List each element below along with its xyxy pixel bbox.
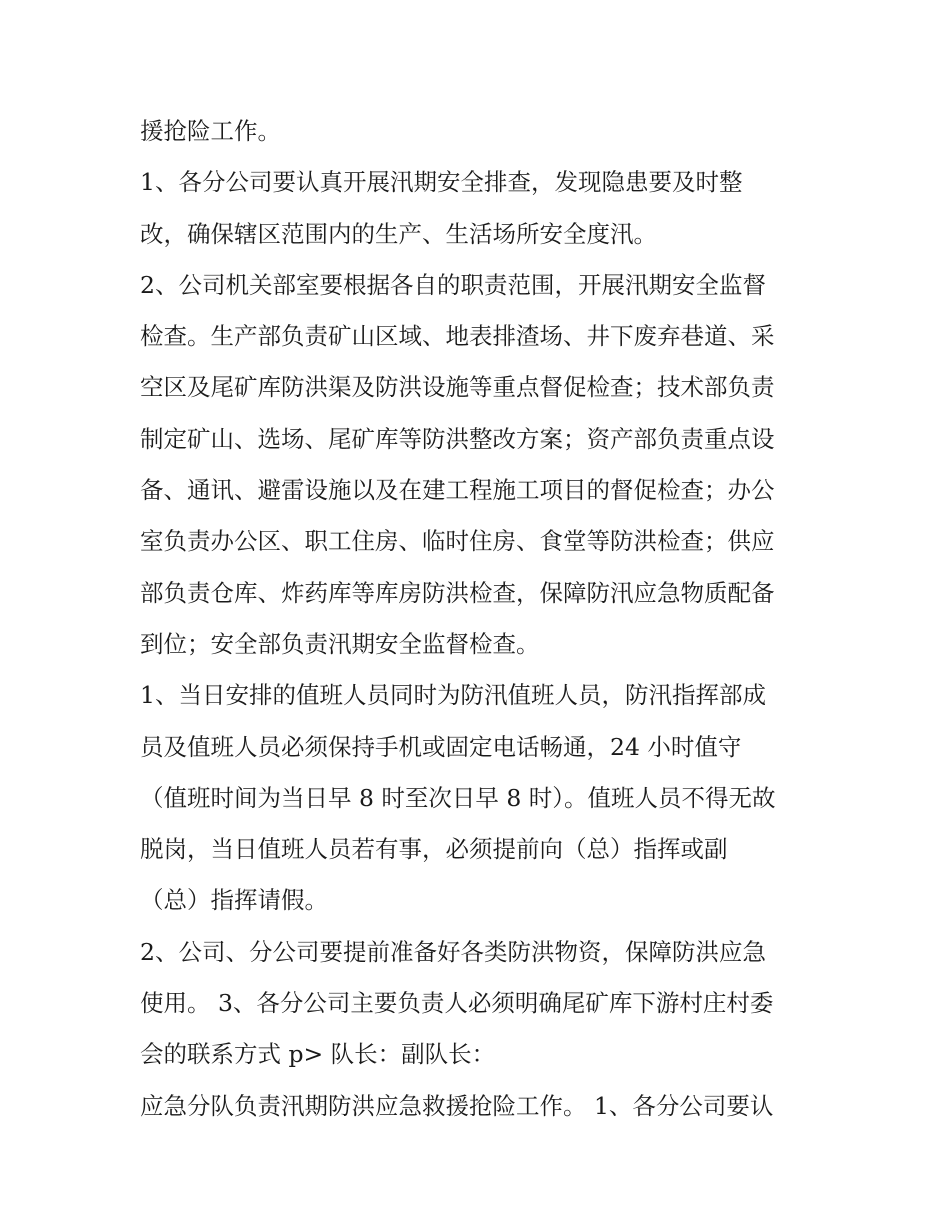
text-line: 改，确保辖区范围内的生产、生活场所安全度汛。 xyxy=(140,219,657,248)
text-line: 2、公司机关部室要根据各自的职责范围，开展汛期安全监督 xyxy=(140,270,766,299)
text-line: （值班时间为当日早 8 时至次日早 8 时）。值班人员不得无故 xyxy=(140,783,776,812)
text-line: 室负责办公区、职工住房、临时住房、食堂等防洪检查；供应 xyxy=(140,527,775,556)
text-line: 1、当日安排的值班人员同时为防汛值班人员，防汛指挥部成 xyxy=(140,681,766,710)
text-line: （总）指挥请假。 xyxy=(140,886,328,915)
text-line: 1、各分公司要认真开展汛期安全排查，发现隐患要及时整 xyxy=(140,168,743,197)
text-line: 制定矿山、选场、尾矿库等防洪整改方案；资产部负责重点设 xyxy=(140,424,775,453)
text-line: 脱岗，当日值班人员若有事，必须提前向（总）指挥或副 xyxy=(140,835,728,864)
text-line: 备、通讯、避雷设施以及在建工程施工项目的督促检查；办公 xyxy=(140,476,775,505)
text-line: 应急分队负责汛期防洪应急救援抢险工作。 1、各分公司要认 xyxy=(140,1091,774,1120)
text-line: 2、公司、分公司要提前准备好各类防洪物资，保障防洪应急 xyxy=(140,937,766,966)
text-line: 空区及尾矿库防洪渠及防洪设施等重点督促检查；技术部负责 xyxy=(140,373,775,402)
text-line: 会的联系方式 p> 队长：副队长： xyxy=(140,1040,496,1069)
text-line: 检查。生产部负责矿山区域、地表排渣场、井下废弃巷道、采 xyxy=(140,322,775,351)
text-line: 使用。 3、各分公司主要负责人必须明确尾矿库下游村庄村委 xyxy=(140,989,774,1018)
document-body xyxy=(140,106,815,1132)
text-line: 援抢险工作。 xyxy=(140,117,281,145)
text-line: 到位；安全部负责汛期安全监督检查。 xyxy=(140,629,540,658)
text-line: 员及值班人员必须保持手机或固定电话畅通，24 小时值守 xyxy=(140,732,742,761)
text-line: 部负责仓库、炸药库等库房防洪检查，保障防汛应急物质配备 xyxy=(140,578,775,607)
